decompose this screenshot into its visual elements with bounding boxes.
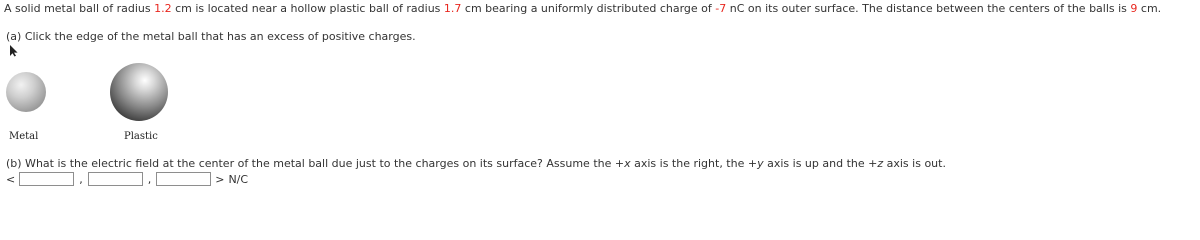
metal-ball[interactable]: [6, 72, 46, 112]
problem-text: cm.: [1137, 2, 1162, 15]
part-b-text: axis is out.: [883, 157, 946, 170]
axis-y-label: +y: [747, 157, 764, 170]
problem-statement: [4, 2, 1161, 15]
vector-separator: ,: [79, 172, 83, 186]
plastic-radius-value: 1.7: [443, 2, 462, 15]
part-a-prompt: (a) Click the edge of the metal ball that has an excess of positive charges.: [6, 30, 416, 43]
charge-value: -7: [715, 2, 727, 15]
axis-x-label: +x: [614, 157, 631, 170]
vector-close-bracket: >: [215, 172, 225, 186]
problem-text: nC on its outer surface. The distance between the centers of the balls is: [726, 2, 1131, 15]
answer-y-input[interactable]: [88, 172, 143, 186]
problem-text: cm is located near a hollow plastic ball of radius: [171, 2, 444, 15]
plastic-ball: [110, 63, 168, 121]
answer-vector-row: [6, 172, 248, 186]
answer-x-input[interactable]: [19, 172, 74, 186]
plastic-ball-label: Plastic: [124, 131, 158, 142]
problem-text: A solid metal ball of radius: [4, 2, 155, 15]
answer-unit: N/C: [228, 172, 249, 186]
answer-z-input[interactable]: [156, 172, 211, 186]
part-b-text: axis is up and the: [763, 157, 869, 170]
metal-ball-label: Metal: [9, 131, 39, 142]
problem-text: cm bearing a uniformly distributed charge of: [461, 2, 716, 15]
part-b-text: (b) What is the electric field at the center of the metal ball due just to the charges on its surface? Assume the: [6, 157, 615, 170]
arrow-cursor-icon: [9, 45, 19, 57]
part-b-text: axis is the right, the: [630, 157, 748, 170]
axis-z-label: +z: [868, 157, 884, 170]
metal-radius-value: 1.2: [154, 2, 172, 15]
vector-separator: ,: [147, 172, 152, 186]
distance-value: 9: [1130, 2, 1138, 15]
vector-open-bracket: <: [6, 172, 16, 186]
part-b-prompt: [6, 157, 946, 170]
